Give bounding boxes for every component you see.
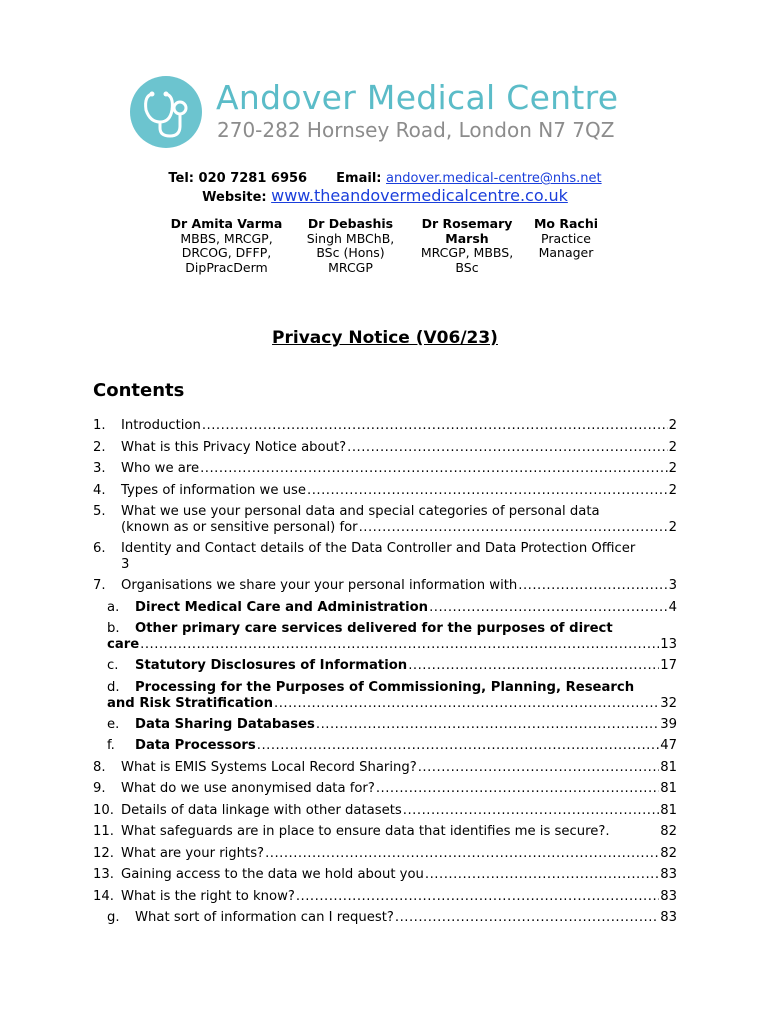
website-line <box>0 186 770 205</box>
toc-num: g. <box>107 910 120 925</box>
table-of-contents <box>93 418 677 932</box>
toc-num: d. <box>107 679 120 695</box>
toc-num: f. <box>107 738 115 753</box>
toc-entry[interactable] <box>93 461 677 483</box>
logo <box>130 76 640 148</box>
toc-page: 17 <box>660 658 677 673</box>
toc-num: 4. <box>93 482 106 498</box>
toc-text: Gaining access to the data we hold about you <box>121 867 424 882</box>
toc-text: What is the right to know? <box>121 888 295 904</box>
toc-page: 81 <box>660 781 677 796</box>
toc-page: 4 <box>668 599 677 615</box>
toc-num: 9. <box>93 781 106 796</box>
toc-entry[interactable] <box>93 738 677 760</box>
toc-page: 81 <box>660 802 677 818</box>
toc-text: Introduction <box>121 418 201 433</box>
toc-text: What safeguards are in place to ensure data that identifies me is secure?. <box>121 824 610 839</box>
toc-num: 12. <box>93 845 114 861</box>
toc-num: 5. <box>93 504 106 519</box>
staff-varma <box>164 217 289 275</box>
toc-num: 7. <box>93 578 106 593</box>
toc-num: a. <box>107 599 120 615</box>
contact-line <box>0 171 770 186</box>
toc-num: 11. <box>93 824 114 839</box>
toc-text: Direct Medical Care and Administration <box>135 599 429 615</box>
toc-page: 39 <box>660 716 677 732</box>
toc-entry[interactable] <box>93 680 677 717</box>
toc-page: 82 <box>660 824 677 839</box>
toc-page: 83 <box>660 888 677 904</box>
toc-entry[interactable] <box>93 824 677 846</box>
staff-quals: MRCGP, MBBS, BSc <box>420 245 514 275</box>
toc-entry[interactable] <box>93 621 677 658</box>
toc-entry[interactable] <box>93 889 677 911</box>
staff-name: Dr Rosemary Marsh <box>421 216 513 246</box>
staff-marsh <box>414 217 520 275</box>
toc-page: 83 <box>660 867 677 882</box>
toc-text: Data Sharing Databases <box>135 716 315 732</box>
toc-text: Statutory Disclosures of Information <box>135 658 408 673</box>
toc-num: 10. <box>93 802 114 818</box>
toc-page: 83 <box>660 910 677 925</box>
stethoscope-icon <box>130 76 202 148</box>
toc-page: 81 <box>660 759 677 775</box>
staff-name: Dr Amita Varma <box>170 216 283 231</box>
toc-entry[interactable] <box>93 418 677 440</box>
toc-num: 3. <box>93 461 106 476</box>
toc-text: Other primary care services delivered for the purposes of direct <box>135 621 613 636</box>
toc-num: 14. <box>93 888 114 904</box>
toc-num: 1. <box>93 418 106 433</box>
staff-quals: MBBS, MRCGP, DRCOG, DFFP, DipPracDerm <box>180 230 273 275</box>
toc-text: What do we use anonymised data for? <box>121 781 375 796</box>
staff-quals: Practice Manager <box>538 230 594 260</box>
toc-text: What are your rights? <box>121 845 265 861</box>
toc-page: 82 <box>660 845 677 861</box>
toc-text: Identity and Contact details of the Data Controller and Data Protection Officer <box>121 541 636 556</box>
toc-entry[interactable] <box>93 910 677 932</box>
tel-value: 020 7281 6956 <box>198 171 308 186</box>
toc-entry[interactable] <box>93 483 677 505</box>
toc-num: e. <box>107 716 120 732</box>
toc-page: 3 <box>668 578 677 593</box>
contents-heading: Contents <box>93 380 185 401</box>
toc-entry[interactable] <box>93 717 677 739</box>
toc-num: b. <box>107 621 120 636</box>
toc-entry[interactable] <box>93 578 677 600</box>
toc-entry[interactable] <box>93 867 677 889</box>
toc-text: and Risk Stratification <box>107 695 273 711</box>
toc-num: 2. <box>93 439 106 455</box>
toc-num: 8. <box>93 759 106 775</box>
toc-page: 2 <box>668 418 677 433</box>
toc-entry[interactable] <box>93 846 677 868</box>
toc-entry[interactable] <box>93 658 677 680</box>
toc-page: 47 <box>660 738 677 753</box>
staff-name: Mo Rachi <box>533 216 599 231</box>
toc-entry[interactable] <box>93 803 677 825</box>
email-label: Email: <box>336 171 382 186</box>
toc-entry[interactable] <box>93 541 677 578</box>
toc-text: What is this Privacy Notice about? <box>121 439 347 455</box>
logo-address: 270-282 Hornsey Road, London N7 7QZ <box>217 118 615 142</box>
toc-page: 13 <box>660 637 677 652</box>
toc-entry[interactable] <box>93 600 677 622</box>
toc-page: 3 <box>121 557 130 572</box>
staff-quals: Singh MBChB, BSc (Hons) MRCGP <box>306 230 395 275</box>
toc-page: 32 <box>660 695 677 711</box>
toc-num: c. <box>107 658 119 673</box>
toc-text: (known as or sensitive personal) for <box>121 520 358 535</box>
toc-page: 2 <box>668 482 677 498</box>
toc-num: 6. <box>93 541 106 556</box>
toc-page: 2 <box>668 520 677 535</box>
website-label: Website: <box>202 190 267 205</box>
staff-name: Dr Debashis <box>307 216 394 231</box>
toc-text: Details of data linkage with other datasets <box>121 802 402 818</box>
tel-label: Tel: <box>168 171 195 186</box>
toc-entry[interactable] <box>93 760 677 782</box>
logo-name: Andover Medical Centre <box>216 78 619 117</box>
toc-text: Data Processors <box>135 738 256 753</box>
toc-text: Processing for the Purposes of Commissioning, Planning, Research <box>135 679 635 695</box>
toc-entry[interactable] <box>93 781 677 803</box>
toc-entry[interactable] <box>93 504 677 541</box>
toc-text: Who we are <box>121 461 200 476</box>
toc-text: What sort of information can I request? <box>135 910 394 925</box>
toc-entry[interactable] <box>93 440 677 462</box>
page-title: Privacy Notice (V06/23) <box>272 328 498 348</box>
toc-text: Types of information we use <box>121 482 306 498</box>
toc-page: 2 <box>668 439 677 455</box>
toc-page: 2 <box>668 461 677 476</box>
toc-text: What we use your personal data and special categories of personal data <box>121 504 600 519</box>
website-link[interactable]: www.theandovermedicalcentre.co.uk <box>271 186 568 205</box>
toc-num: 13. <box>93 867 114 882</box>
staff-rachi <box>527 217 605 261</box>
toc-text: What is EMIS Systems Local Record Sharing? <box>121 759 417 775</box>
toc-text: care <box>107 637 140 652</box>
toc-text: Organisations we share your your personal information with <box>121 578 518 593</box>
staff-singh <box>303 217 398 275</box>
email-link[interactable]: andover.medical-centre@nhs.net <box>386 171 602 186</box>
